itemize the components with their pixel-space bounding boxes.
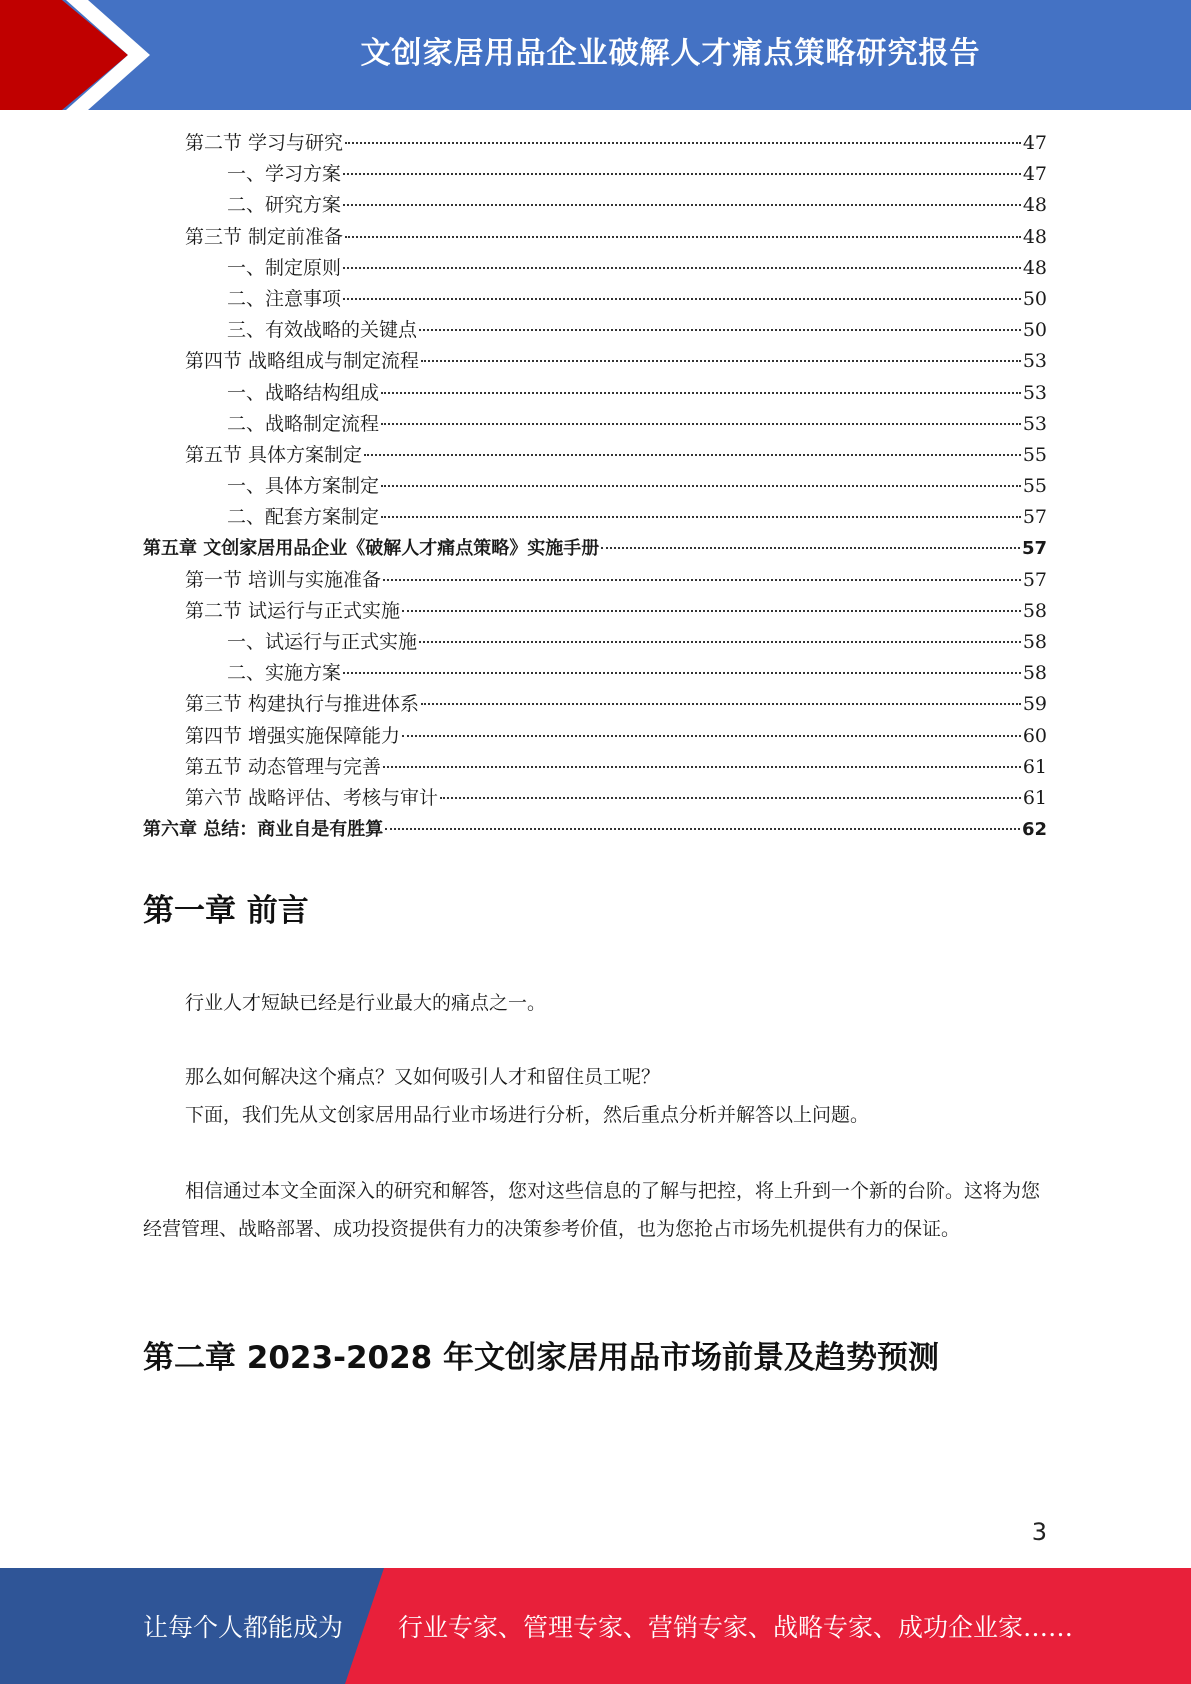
toc-leader-dots xyxy=(381,422,1021,425)
toc-entry[interactable] xyxy=(143,409,1047,440)
toc-leader-dots xyxy=(383,578,1021,581)
toc-entry-page: 47 xyxy=(1022,163,1047,186)
toc-leader-dots xyxy=(601,546,1020,549)
toc-entry-page: 61 xyxy=(1022,786,1047,809)
toc-leader-dots xyxy=(421,359,1021,362)
chapter-2-heading: 第二章 2023-2028 年文创家居用品市场前景及趋势预测 xyxy=(143,1340,940,1376)
table-of-contents xyxy=(143,128,1047,845)
toc-entry-title: 二、配套方案制定 xyxy=(227,506,380,529)
toc-entry-title: 第五章 文创家居用品企业《破解人才痛点策略》实施手册 xyxy=(143,538,600,560)
toc-entry[interactable] xyxy=(143,502,1047,533)
chapter-1-paragraph-2: 那么如何解决这个痛点？又如何吸引人才和留住员工呢？ xyxy=(185,1066,661,1088)
toc-entry[interactable] xyxy=(143,159,1047,190)
toc-leader-dots xyxy=(383,765,1021,768)
toc-entry-title: 二、实施方案 xyxy=(227,662,342,685)
toc-leader-dots xyxy=(343,671,1021,674)
toc-entry[interactable] xyxy=(143,689,1047,720)
toc-leader-dots xyxy=(385,827,1020,830)
toc-entry-title: 第五节 具体方案制定 xyxy=(185,443,363,466)
toc-entry[interactable] xyxy=(143,128,1047,159)
report-title: 文创家居用品企业破解人才痛点策略研究报告 xyxy=(360,36,981,71)
toc-entry[interactable] xyxy=(143,222,1047,253)
toc-entry[interactable] xyxy=(143,378,1047,409)
toc-leader-dots xyxy=(402,609,1021,612)
toc-leader-dots xyxy=(343,203,1021,206)
toc-entry-page: 53 xyxy=(1022,412,1047,435)
toc-entry-title: 一、具体方案制定 xyxy=(227,475,380,498)
toc-entry-page: 60 xyxy=(1022,724,1047,747)
toc-leader-dots xyxy=(402,734,1021,737)
toc-entry-page: 50 xyxy=(1022,319,1047,342)
toc-entry-title: 第二节 学习与研究 xyxy=(185,132,344,154)
toc-entry-page: 55 xyxy=(1022,443,1047,466)
toc-entry[interactable] xyxy=(143,533,1047,564)
toc-entry-title: 一、试运行与正式实施 xyxy=(227,631,418,653)
chapter-1-heading: 第一章 前言 xyxy=(143,893,309,929)
chapter-1-paragraph-1: 行业人才短缺已经是行业最大的痛点之一。 xyxy=(185,992,547,1014)
toc-entry-title: 第四节 增强实施保障能力 xyxy=(185,724,401,747)
toc-leader-dots xyxy=(345,235,1021,238)
toc-leader-dots xyxy=(345,141,1021,144)
chapter-1-paragraph-4: 相信通过本文全面深入的研究和解答，您对这些信息的了解与把控，将上升到一个新的台阶。这将为您经营管理、战略部署、成功投资提供有力的决策参考价值，也为您抢占市场先机提供有力的保证。 xyxy=(143,1180,1041,1240)
toc-entry-title: 第六节 战略评估、考核与审计 xyxy=(185,786,439,809)
toc-entry-title: 第五节 动态管理与完善 xyxy=(185,755,382,778)
toc-leader-dots xyxy=(343,172,1021,175)
toc-entry-title: 第三节 制定前准备 xyxy=(185,225,344,248)
toc-entry-page: 57 xyxy=(1022,568,1047,591)
toc-entry-page: 57 xyxy=(1022,506,1047,529)
toc-entry-page: 62 xyxy=(1021,819,1047,841)
toc-leader-dots xyxy=(364,453,1021,456)
toc-entry-title: 一、战略结构组成 xyxy=(227,381,380,404)
toc-entry[interactable] xyxy=(143,596,1047,627)
toc-entry-title: 二、研究方案 xyxy=(227,194,342,217)
toc-entry[interactable] xyxy=(143,190,1047,221)
toc-entry-title: 三、有效战略的关键点 xyxy=(227,319,418,342)
toc-entry-page: 55 xyxy=(1022,475,1047,498)
toc-entry-page: 53 xyxy=(1022,350,1047,373)
toc-leader-dots xyxy=(419,640,1021,643)
toc-entry-title: 第二节 试运行与正式实施 xyxy=(185,599,401,622)
toc-entry[interactable] xyxy=(143,565,1047,596)
toc-entry[interactable] xyxy=(143,253,1047,284)
page-header xyxy=(0,0,1191,110)
toc-entry-title: 一、学习方案 xyxy=(227,163,342,186)
toc-entry-page: 59 xyxy=(1022,693,1047,716)
toc-entry[interactable] xyxy=(143,627,1047,658)
toc-entry[interactable] xyxy=(143,346,1047,377)
toc-leader-dots xyxy=(381,515,1021,518)
toc-entry-page: 48 xyxy=(1022,194,1047,217)
toc-entry[interactable] xyxy=(143,471,1047,502)
page-footer xyxy=(0,1568,1191,1684)
toc-entry[interactable] xyxy=(143,721,1047,752)
toc-entry-title: 二、战略制定流程 xyxy=(227,412,380,435)
footer-slogan-left: 让每个人都能成为 xyxy=(143,1613,344,1642)
toc-entry-page: 58 xyxy=(1022,631,1047,653)
toc-entry-title: 二、注意事项 xyxy=(227,287,342,310)
page-number: 3 xyxy=(1031,1518,1047,1546)
toc-entry-title: 第四节 战略组成与制定流程 xyxy=(185,350,420,373)
toc-entry-page: 58 xyxy=(1022,662,1047,685)
toc-entry[interactable] xyxy=(143,814,1047,845)
toc-entry[interactable] xyxy=(143,783,1047,814)
toc-entry-page: 48 xyxy=(1022,256,1047,279)
toc-leader-dots xyxy=(343,297,1021,300)
toc-entry-page: 47 xyxy=(1022,132,1047,154)
toc-entry[interactable] xyxy=(143,440,1047,471)
toc-leader-dots xyxy=(419,328,1021,331)
toc-leader-dots xyxy=(381,391,1021,394)
toc-leader-dots xyxy=(343,266,1021,269)
toc-entry-page: 50 xyxy=(1022,287,1047,310)
toc-entry[interactable] xyxy=(143,752,1047,783)
toc-entry[interactable] xyxy=(143,315,1047,346)
toc-entry-title: 第三节 构建执行与推进体系 xyxy=(185,693,420,716)
chapter-1-paragraph-3: 下面，我们先从文创家居用品行业市场进行分析，然后重点分析并解答以上问题。 xyxy=(185,1104,870,1126)
toc-entry-title: 第一节 培训与实施准备 xyxy=(185,568,382,591)
toc-entry-page: 48 xyxy=(1022,225,1047,248)
toc-leader-dots xyxy=(421,702,1021,705)
toc-entry[interactable] xyxy=(143,658,1047,689)
toc-leader-dots xyxy=(440,796,1021,799)
toc-entry[interactable] xyxy=(143,284,1047,315)
toc-entry-page: 58 xyxy=(1022,599,1047,622)
toc-entry-page: 53 xyxy=(1022,381,1047,404)
toc-leader-dots xyxy=(381,484,1021,487)
toc-entry-page: 57 xyxy=(1021,538,1047,560)
toc-entry-title: 第六章 总结：商业自是有胜算 xyxy=(143,819,384,841)
footer-slogan-right: 行业专家、管理专家、营销专家、战略专家、成功企业家…… xyxy=(398,1613,1074,1642)
toc-entry-title: 一、制定原则 xyxy=(227,256,342,279)
toc-entry-page: 61 xyxy=(1022,755,1047,778)
